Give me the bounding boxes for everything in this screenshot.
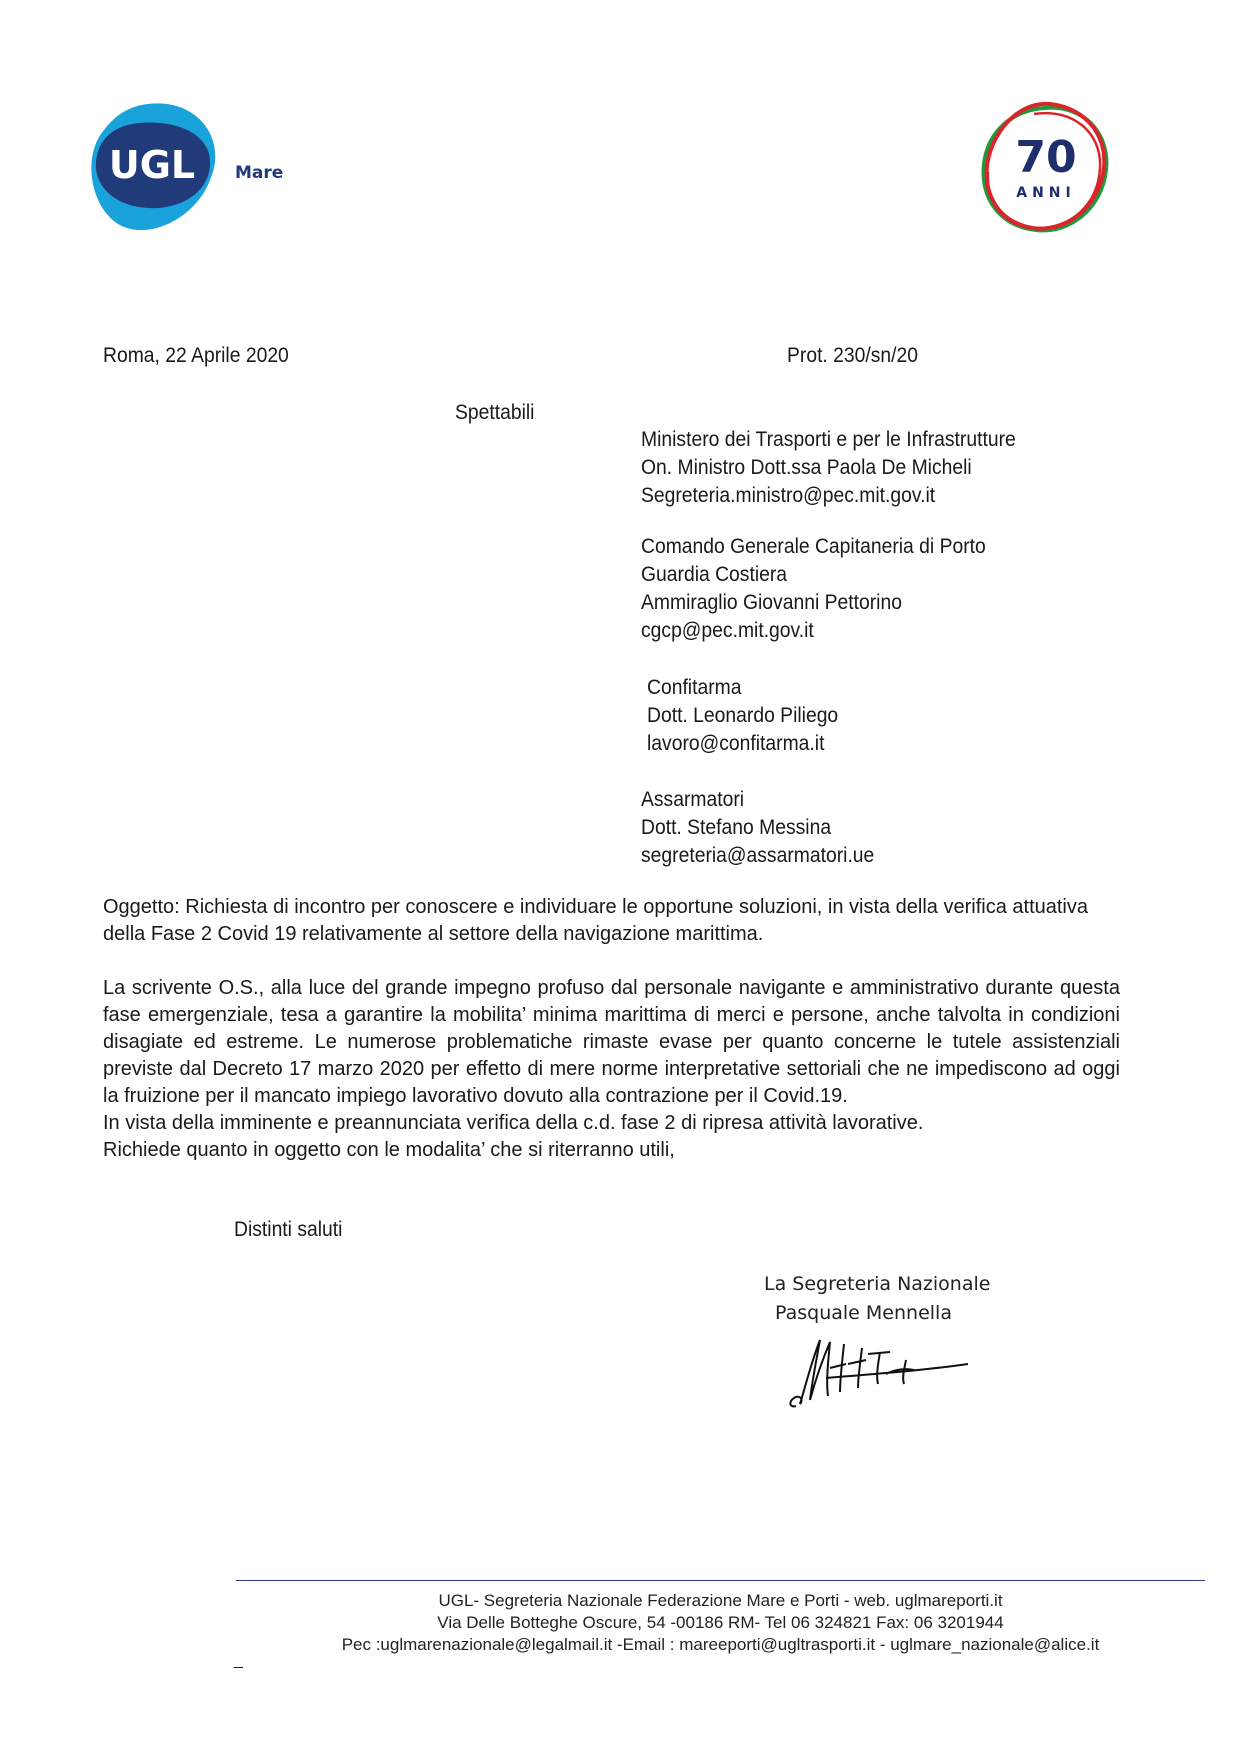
footer-org-line: UGL- Segreteria Nazionale Federazione Mare e Porti - web. uglmareporti.it [438,1591,1003,1610]
recipient-line: On. Ministro Dott.ssa Paola De Micheli [641,456,972,479]
recipient-line: Assarmatori [641,788,745,811]
recipient-line: lavoro@confitarma.it [647,732,825,755]
footer-contacts-line: Pec :uglmarenazionale@legalmail.it -Email : mareeporti@ugltrasporti.it - uglmare_nazionale@alice.it [341,1635,1100,1654]
footer-mark: _ [234,1652,243,1669]
signature-office: La Segreteria Nazionale [764,1273,991,1295]
recipient-line: Dott. Stefano Messina [641,816,832,839]
recipient-block [641,786,895,870]
body-line: Richiede quanto in oggetto con le modalita’ che si riterranno utili, [103,1139,675,1161]
ugl-logo-abbr: UGL [108,143,196,187]
recipient-line: Guardia Costiera [641,563,788,586]
signature-name: Pasquale Mennella [775,1302,952,1324]
recipient-line: segreteria@assarmatori.ue [641,844,875,867]
salutation: Spettabili [455,401,535,424]
anni-word: ANNI [1016,185,1076,201]
ugl-logo-sub: Mare [235,163,284,183]
place-date: Roma, 22 Aprile 2020 [103,344,289,367]
letter-body [103,975,1120,1164]
signature-scribble-icon [786,1334,976,1414]
footer-rule [236,1580,1205,1581]
body-paragraph: La scrivente O.S., alla luce del grande impegno profuso dal personale navigante e amministrativo durante questa fase emergenziale, tesa a garantire la mobilita’ minima marittima di merci e persone, anche talvolta in condizioni disagiate ed estreme. Le numerose problematiche rimaste evase per quanto concerne le tutele assistenziali previste dal Decreto 17 marzo 2020 per effetto di mere norme interpretative settoriali che ne impediscono ad oggi la fruizione per il mancato impiego lavorativo dovuto alla contrazione per il Covid.19. [103,977,1120,1107]
ugl-mare-logo [88,100,288,240]
ugl-logo-icon [88,100,288,240]
recipient-line: Ammiraglio Giovanni Pettorino [641,591,902,614]
footer-address-line: Via Delle Botteghe Oscure, 54 -00186 RM- Tel 06 324821 Fax: 06 3201944 [437,1613,1004,1632]
closing: Distinti saluti [234,1218,343,1241]
footer [236,1590,1205,1656]
recipient-line: cgcp@pec.mit.gov.it [641,619,814,642]
seventy-years-logo [974,100,1116,240]
body-line: In vista della imminente e preannunciata verifica della c.d. fase 2 di ripresa attività lavorative. [103,1112,924,1134]
recipient-line: Ministero dei Trasporti e per le Infrastrutture [641,428,1016,451]
recipient-block [641,533,1016,645]
recipient-line: Segreteria.ministro@pec.mit.gov.it [641,484,936,507]
seventy-anni-emblem-icon [974,100,1116,240]
recipient-block [647,674,855,758]
seventy-number: 70 [1015,132,1077,183]
subject-line: Oggetto: Richiesta di incontro per conoscere e individuare le opportune soluzioni, in vista della verifica attuativa della Fase 2 Covid 19 relativamente al settore della navigazione marittima. [103,896,1088,945]
recipient-line: Confitarma [647,676,742,699]
handwritten-signature [786,1334,976,1414]
protocol-number: Prot. 230/sn/20 [787,344,919,367]
recipient-line: Dott. Leonardo Piliego [647,704,839,727]
recipient-line: Comando Generale Capitaneria di Porto [641,535,986,558]
recipient-block [641,426,1048,510]
